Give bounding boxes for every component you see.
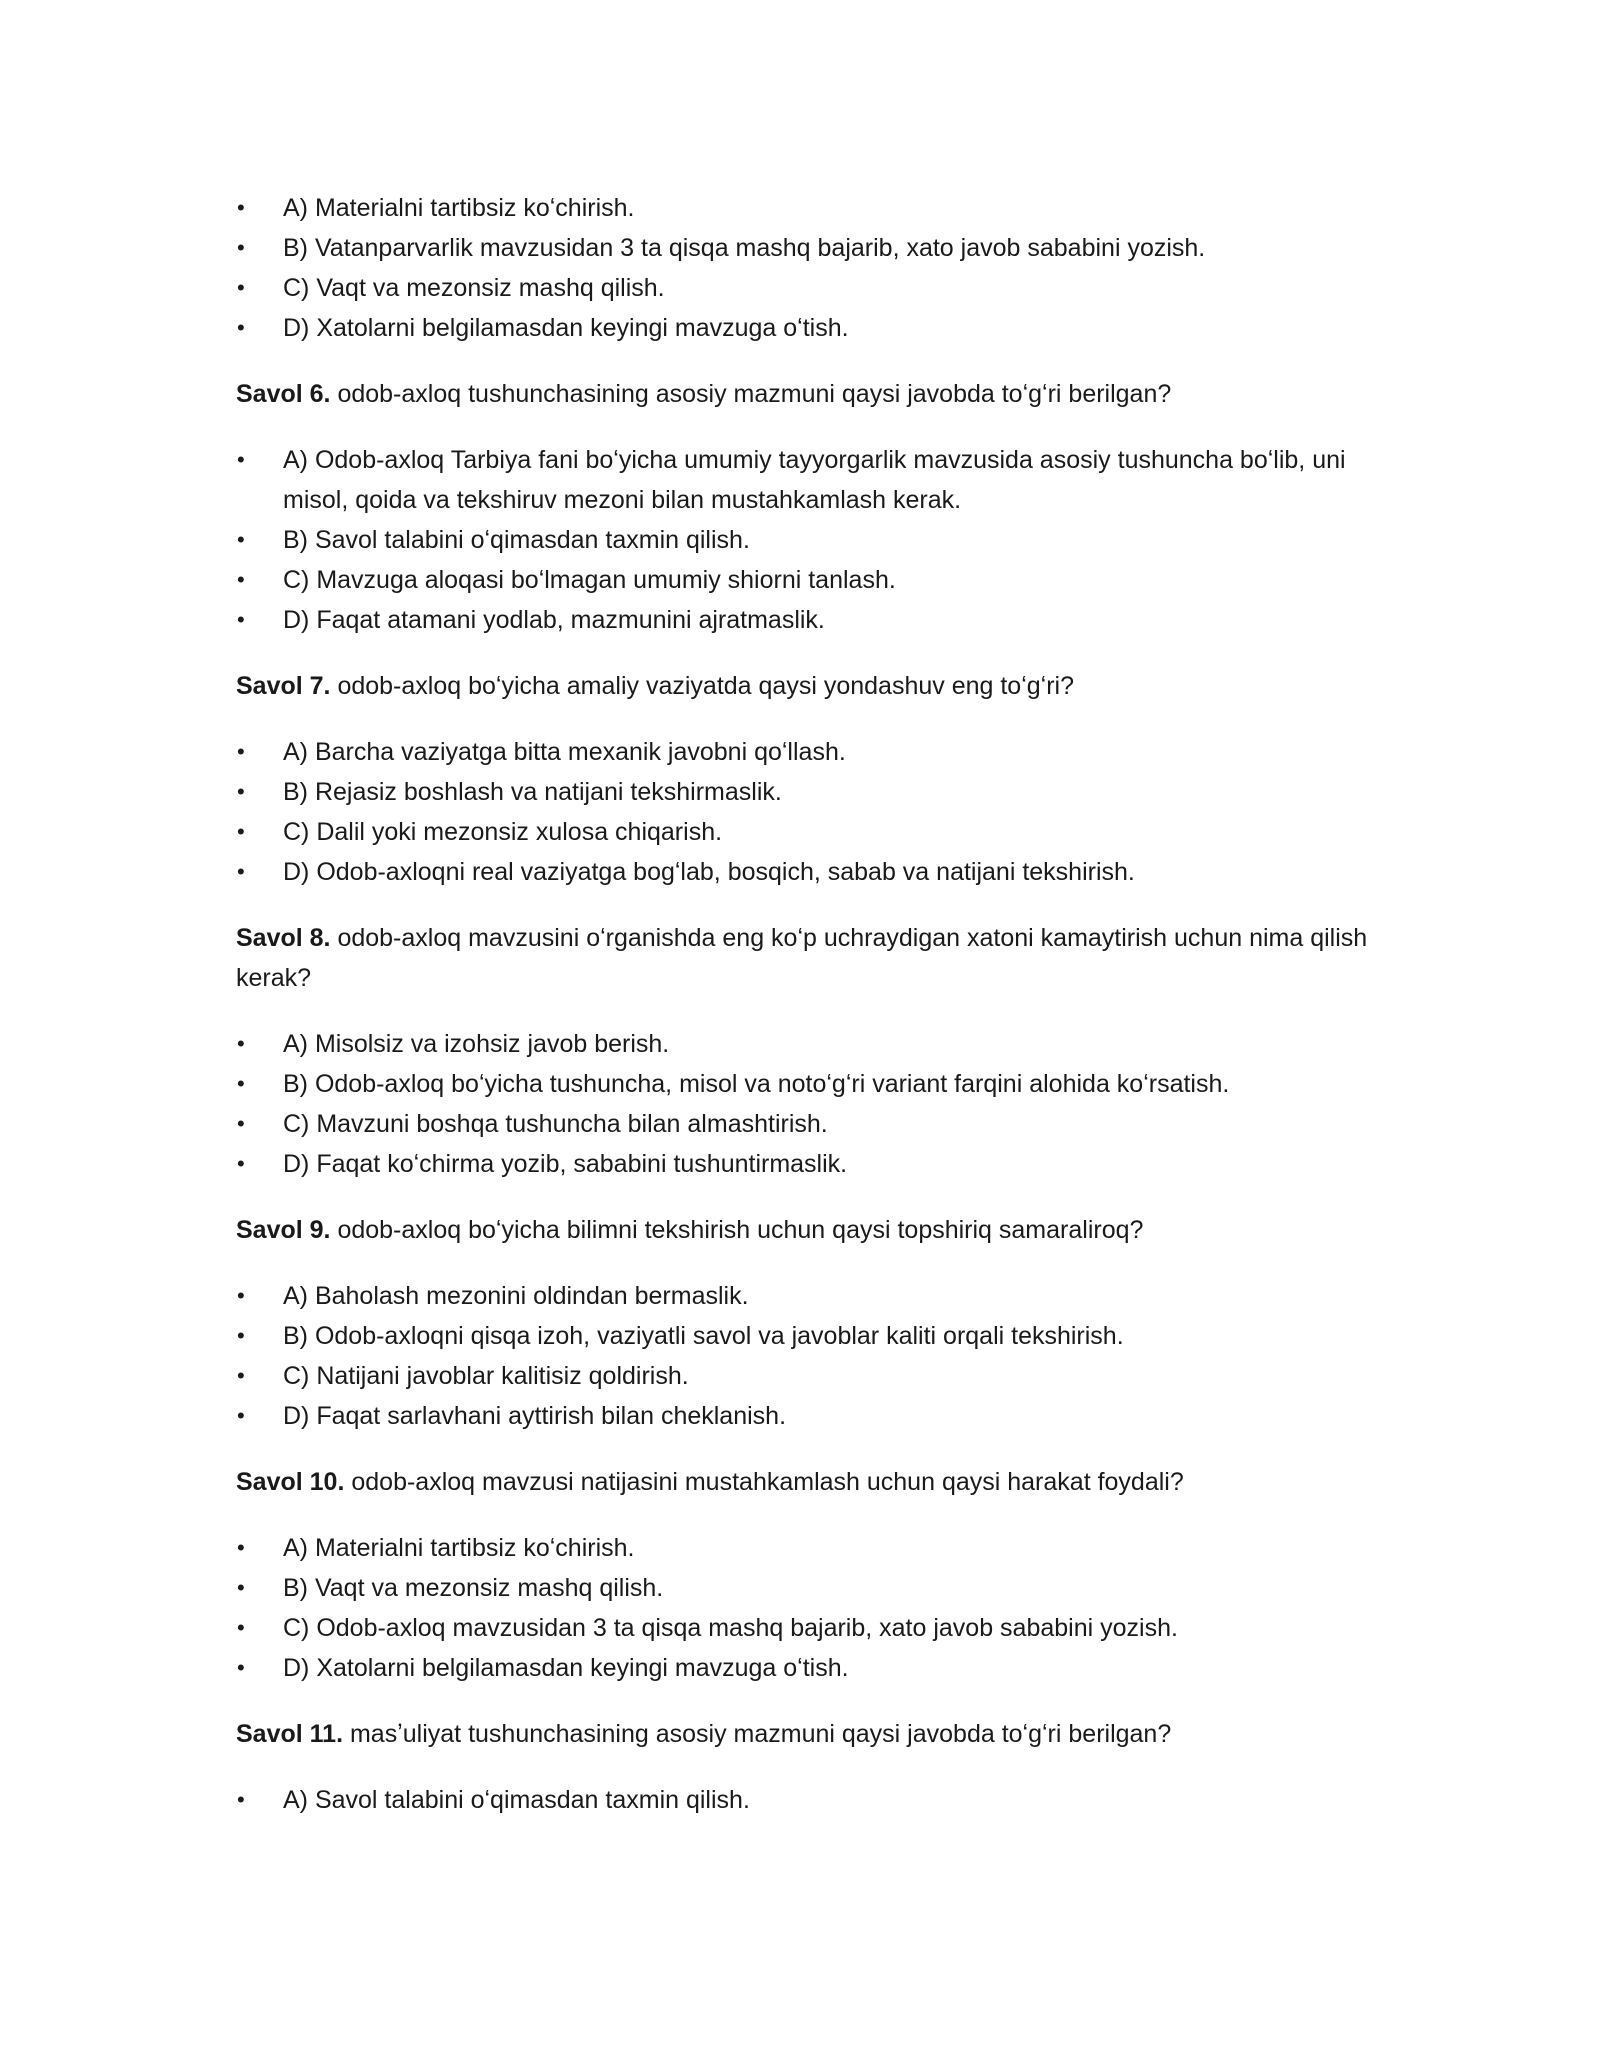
bullet-icon: • [237,607,245,632]
answer-options-list [236,1024,1376,1184]
bullet-icon: • [237,1535,245,1560]
answer-option-text: C) Dalil yoki mezonsiz xulosa chiqarish. [283,818,723,846]
answer-option [236,1528,1376,1568]
answer-option-text: D) Faqat atamani yodlab, mazmunini ajratmaslik. [283,606,825,634]
answer-option-text: A) Misolsiz va izohsiz javob berish. [283,1030,670,1058]
question-text: masʼuliyat tushunchasining asosiy mazmuni qaysi javobda toʻgʻri berilgan? [343,1720,1172,1748]
question-heading [236,1714,1376,1754]
question-heading [236,918,1376,998]
answer-option [236,1568,1376,1608]
question-number: Savol 7. [236,672,331,700]
bullet-icon: • [237,1363,245,1388]
bullet-icon: • [237,739,245,764]
answer-option [236,228,1376,268]
answer-option [236,1780,1376,1820]
question-number: Savol 9. [236,1216,331,1244]
answer-option-text: C) Odob-axloq mavzusidan 3 ta qisqa mashq bajarib, xato javob sababini yozish. [283,1614,1178,1642]
answer-option [236,852,1376,892]
document-body [236,188,1376,1820]
bullet-icon: • [237,527,245,552]
answer-option-text: A) Baholash mezonini oldindan bermaslik. [283,1282,749,1310]
bullet-icon: • [237,1283,245,1308]
bullet-icon: • [237,1111,245,1136]
answer-option-text: C) Mavzuni boshqa tushuncha bilan almashtirish. [283,1110,828,1138]
answer-option-text: C) Mavzuga aloqasi boʻlmagan umumiy shiorni tanlash. [283,566,896,594]
answer-options-list [236,1528,1376,1688]
bullet-icon: • [237,1615,245,1640]
bullet-icon: • [237,315,245,340]
answer-option-text: D) Xatolarni belgilamasdan keyingi mavzuga oʻtish. [283,314,849,342]
question-number: Savol 8. [236,924,331,952]
bullet-icon: • [237,275,245,300]
answer-option-text: D) Xatolarni belgilamasdan keyingi mavzuga oʻtish. [283,1654,849,1682]
answer-option-text: C) Natijani javoblar kalitisiz qoldirish. [283,1362,689,1390]
question-heading [236,1210,1376,1250]
answer-option [236,308,1376,348]
bullet-icon: • [237,447,245,472]
answer-option [236,600,1376,640]
answer-option [236,188,1376,228]
bullet-icon: • [237,567,245,592]
question-text: odob-axloq tushunchasining asosiy mazmuni qaysi javobda toʻgʻri berilgan? [330,380,1172,408]
bullet-icon: • [237,1031,245,1056]
answer-option [236,1144,1376,1184]
question-text: odob-axloq boʻyicha amaliy vaziyatda qaysi yondashuv eng toʻgʻri? [330,672,1074,700]
answer-option-text: D) Odob-axloqni real vaziyatga bogʻlab, bosqich, sabab va natijani tekshirish. [283,858,1135,886]
bullet-icon: • [237,1151,245,1176]
bullet-icon: • [237,779,245,804]
answer-option-text: D) Faqat sarlavhani ayttirish bilan cheklanish. [283,1402,787,1430]
question-text: odob-axloq mavzusini oʻrganishda eng koʻp uchraydigan xatoni kamaytirish uchun nima qilish kerak? [236,924,1368,992]
answer-options-list [236,188,1376,348]
answer-option [236,1104,1376,1144]
question-heading [236,1462,1376,1502]
answer-option [236,1316,1376,1356]
answer-option [236,1608,1376,1648]
answer-option [236,1396,1376,1436]
question-number: Savol 6. [236,380,331,408]
answer-option-text: D) Faqat koʻchirma yozib, sababini tushuntirmaslik. [283,1150,848,1178]
answer-option-text: A) Materialni tartibsiz koʻchirish. [283,194,635,222]
answer-option-text: B) Savol talabini oʻqimasdan taxmin qilish. [283,526,750,554]
bullet-icon: • [237,1655,245,1680]
bullet-icon: • [237,819,245,844]
answer-option-text: B) Vaqt va mezonsiz mashq qilish. [283,1574,664,1602]
question-text: odob-axloq boʻyicha bilimni tekshirish uchun qaysi topshiriq samaraliroq? [330,1216,1144,1244]
bullet-icon: • [237,859,245,884]
answer-option [236,560,1376,600]
answer-option-text: B) Vatanparvarlik mavzusidan 3 ta qisqa mashq bajarib, xato javob sababini yozish. [283,234,1206,262]
question-text: odob-axloq mavzusi natijasini mustahkamlash uchun qaysi harakat foydali? [344,1468,1184,1496]
answer-options-list [236,440,1376,640]
question-heading [236,374,1376,414]
answer-option [236,732,1376,772]
question-heading [236,666,1376,706]
answer-option [236,1064,1376,1104]
answer-option [236,1276,1376,1316]
answer-option-text: A) Savol talabini oʻqimasdan taxmin qilish. [283,1786,750,1814]
answer-option-text: A) Materialni tartibsiz koʻchirish. [283,1534,635,1562]
answer-options-list [236,1780,1376,1820]
answer-option [236,1356,1376,1396]
question-number: Savol 10. [236,1468,345,1496]
answer-option [236,440,1376,520]
answer-option [236,812,1376,852]
answer-option-text: A) Odob-axloq Tarbiya fani boʻyicha umumiy tayyorgarlik mavzusida asosiy tushuncha boʻlib, uni misol, qoida va tekshiruv mezoni bilan mustahkamlash kerak. [283,446,1346,514]
answer-option [236,1024,1376,1064]
bullet-icon: • [237,1071,245,1096]
question-number: Savol 11. [236,1720,344,1748]
bullet-icon: • [237,235,245,260]
bullet-icon: • [237,1323,245,1348]
bullet-icon: • [237,1787,245,1812]
answer-option-text: B) Odob-axloqni qisqa izoh, vaziyatli savol va javoblar kaliti orqali tekshirish. [283,1322,1124,1350]
answer-option-text: B) Rejasiz boshlash va natijani tekshirmaslik. [283,778,782,806]
answer-options-list [236,732,1376,892]
bullet-icon: • [237,1403,245,1428]
answer-option-text: A) Barcha vaziyatga bitta mexanik javobni qoʻllash. [283,738,846,766]
answer-option [236,268,1376,308]
bullet-icon: • [237,1575,245,1600]
answer-option-text: C) Vaqt va mezonsiz mashq qilish. [283,274,665,302]
answer-option [236,1648,1376,1688]
answer-option-text: B) Odob-axloq boʻyicha tushuncha, misol va notoʻgʻri variant farqini alohida koʻrsatish. [283,1070,1230,1098]
answer-options-list [236,1276,1376,1436]
bullet-icon: • [237,195,245,220]
answer-option [236,520,1376,560]
answer-option [236,772,1376,812]
